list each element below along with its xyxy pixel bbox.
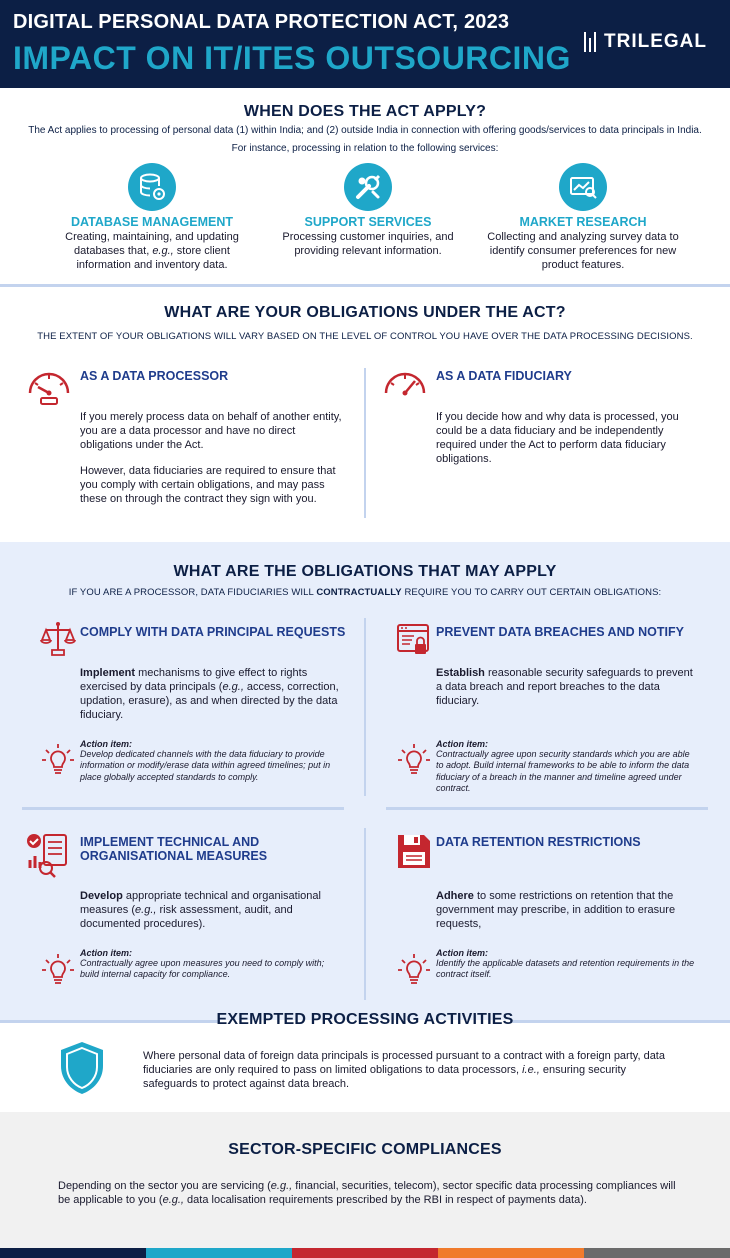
service-title: DATABASE MANAGEMENT [70, 215, 234, 229]
sector-text: Depending on the sector you are servicing (e.g., financial, securities, telecom), sector specific data processing compliances will be applicable to you (e.g., data localisation requirements prescribed by the RBI in respect of payments data). [58, 1180, 676, 1206]
logo-text: TRILEGAL [604, 31, 707, 52]
comply-heading: COMPLY WITH DATA PRINCIPAL REQUESTS [80, 625, 346, 639]
retention-heading: DATA RETENTION RESTRICTIONS [436, 835, 641, 849]
lightbulb-icon [40, 742, 76, 783]
exempted-title: EXEMPTED PROCESSING ACTIVITIES [216, 1011, 514, 1028]
wrench-gear-icon [344, 163, 392, 211]
breach-heading: PREVENT DATA BREACHES AND NOTIFY [436, 625, 684, 639]
service-market-research [483, 163, 683, 272]
row-divider [386, 807, 708, 810]
comply-action-text: Develop dedicated channels with the data fiduciary to provide information or modify/erase data within agreed timelines; put in place globally accepted standards to comply. [80, 749, 331, 782]
technical-heading: IMPLEMENT TECHNICAL AND ORGANISATIONAL MEASURES [80, 835, 268, 863]
fiduciary-text: If you decide how and why data is processed, you could be a data fiduciary and be independently required under the Act to perform data fiduciary obligations. [436, 411, 679, 465]
breach-action-text: Contractually agree upon security standards which you are able to adopt. Build internal frameworks to be able to inform the data fiduciary of a breach in the manner and timeline agreed under contract. [436, 749, 690, 793]
logo-mark-icon [584, 32, 596, 52]
action-item-label: Action item: [436, 739, 489, 749]
may-apply-title: WHAT ARE THE OBLIGATIONS THAT MAY APPLY [173, 563, 557, 580]
footer-stripe [292, 1248, 438, 1258]
footer-stripe [584, 1248, 730, 1258]
lightbulb-icon [396, 742, 432, 783]
footer-stripe [438, 1248, 584, 1258]
sector-title: SECTOR-SPECIFIC COMPLIANCES [228, 1141, 502, 1158]
retention-action-text: Identify the applicable datasets and retention requirements in the contract itself. [436, 958, 695, 980]
action-item-label: Action item: [436, 948, 489, 958]
scales-hand-icon [38, 620, 78, 663]
retention-text: Adhere to some restrictions on retention that the government may prescribe, in addition to erasure requests, [436, 890, 676, 930]
fiduciary-heading: AS A DATA FIDUCIARY [436, 369, 572, 383]
column-divider [364, 618, 366, 796]
database-icon [128, 163, 176, 211]
trilegal-logo [584, 31, 707, 53]
service-desc: Processing customer inquiries, and providing relevant information. [282, 231, 454, 257]
breach-text: Establish reasonable security safeguards to prevent a data breach and report breaches to the data fiduciary. [436, 667, 693, 707]
footer-color-bar [0, 1248, 730, 1258]
row-divider [22, 807, 344, 810]
footer-stripe [146, 1248, 292, 1258]
lightbulb-icon [40, 952, 76, 993]
may-apply-subtitle: IF YOU ARE A PROCESSOR, DATA FIDUCIARIES WILL CONTRACTUALLY REQUIRE YOU TO CARRY OUT CERTAIN OBLIGATIONS: [68, 587, 662, 598]
section-divider [0, 284, 730, 287]
footer-stripe [0, 1248, 146, 1258]
when-title: WHEN DOES THE ACT APPLY? [243, 103, 487, 120]
shield-icon [58, 1040, 106, 1101]
column-divider [364, 368, 366, 518]
obligations-subtitle: THE EXTENT OF YOUR OBLIGATIONS WILL VARY BASED ON THE LEVEL OF CONTROL YOU HAVE OVER THE DATA PROCESSING DECISIONS. [37, 331, 693, 342]
obligations-title: WHAT ARE YOUR OBLIGATIONS UNDER THE ACT? [164, 304, 566, 321]
analytics-icon [559, 163, 607, 211]
gauge-high-icon [382, 367, 428, 406]
service-title: MARKET RESEARCH [519, 215, 647, 229]
gauge-low-icon [26, 367, 72, 412]
lightbulb-icon [396, 952, 432, 993]
when-intro: The Act applies to processing of personal data (1) within India; and (2) outside India in connection with offering goods/services to data principals in India. [28, 125, 702, 136]
comply-text: Implement mechanisms to give effect to rights exercised by data principals (e.g., access, correction, updation, erasure), as and when directed by the data fiduciary. [80, 667, 339, 721]
header-subtitle: IMPACT ON IT/ITES OUTSOURCING [13, 40, 571, 76]
checklist-chart-icon [24, 832, 70, 885]
service-desc: Creating, maintaining, and updating databases that, e.g., store client information and inventory data. [65, 231, 239, 271]
when-instance: For instance, processing in relation to the following services: [231, 143, 499, 154]
processor-text-1: If you merely process data on behalf of another entity, you are a data processor and have no direct obligations under the Act. [80, 411, 342, 451]
header-title: DIGITAL PERSONAL DATA PROTECTION ACT, 2023 [13, 11, 510, 33]
column-divider [364, 828, 366, 1000]
processor-heading: AS A DATA PROCESSOR [80, 369, 229, 383]
service-database [52, 163, 252, 272]
floppy-disk-icon [396, 832, 432, 875]
technical-text: Develop appropriate technical and organisational measures (e.g., risk assessment, audit, and documented procedures). [80, 890, 321, 930]
browser-lock-icon [396, 622, 430, 663]
action-item-label: Action item: [80, 739, 133, 749]
action-item-label: Action item: [80, 948, 133, 958]
service-title: SUPPORT SERVICES [304, 215, 432, 229]
service-support [268, 163, 468, 258]
technical-action-text: Contractually agree upon measures you need to comply with; build internal capacity for compliance. [80, 958, 325, 980]
service-desc: Collecting and analyzing survey data to identify consumer preferences for new product features. [487, 231, 679, 271]
exempted-text: Where personal data of foreign data principals is processed pursuant to a contract with a foreign party, data fiduciaries are only required to pass on limited obligations to data processors, i.e., ensuring security safeguards to protect against data breach. [143, 1050, 665, 1090]
processor-text-2: However, data fiduciaries are required to ensure that you comply with certain obligations, and may pass these on through the contract they sign with you. [80, 465, 336, 505]
